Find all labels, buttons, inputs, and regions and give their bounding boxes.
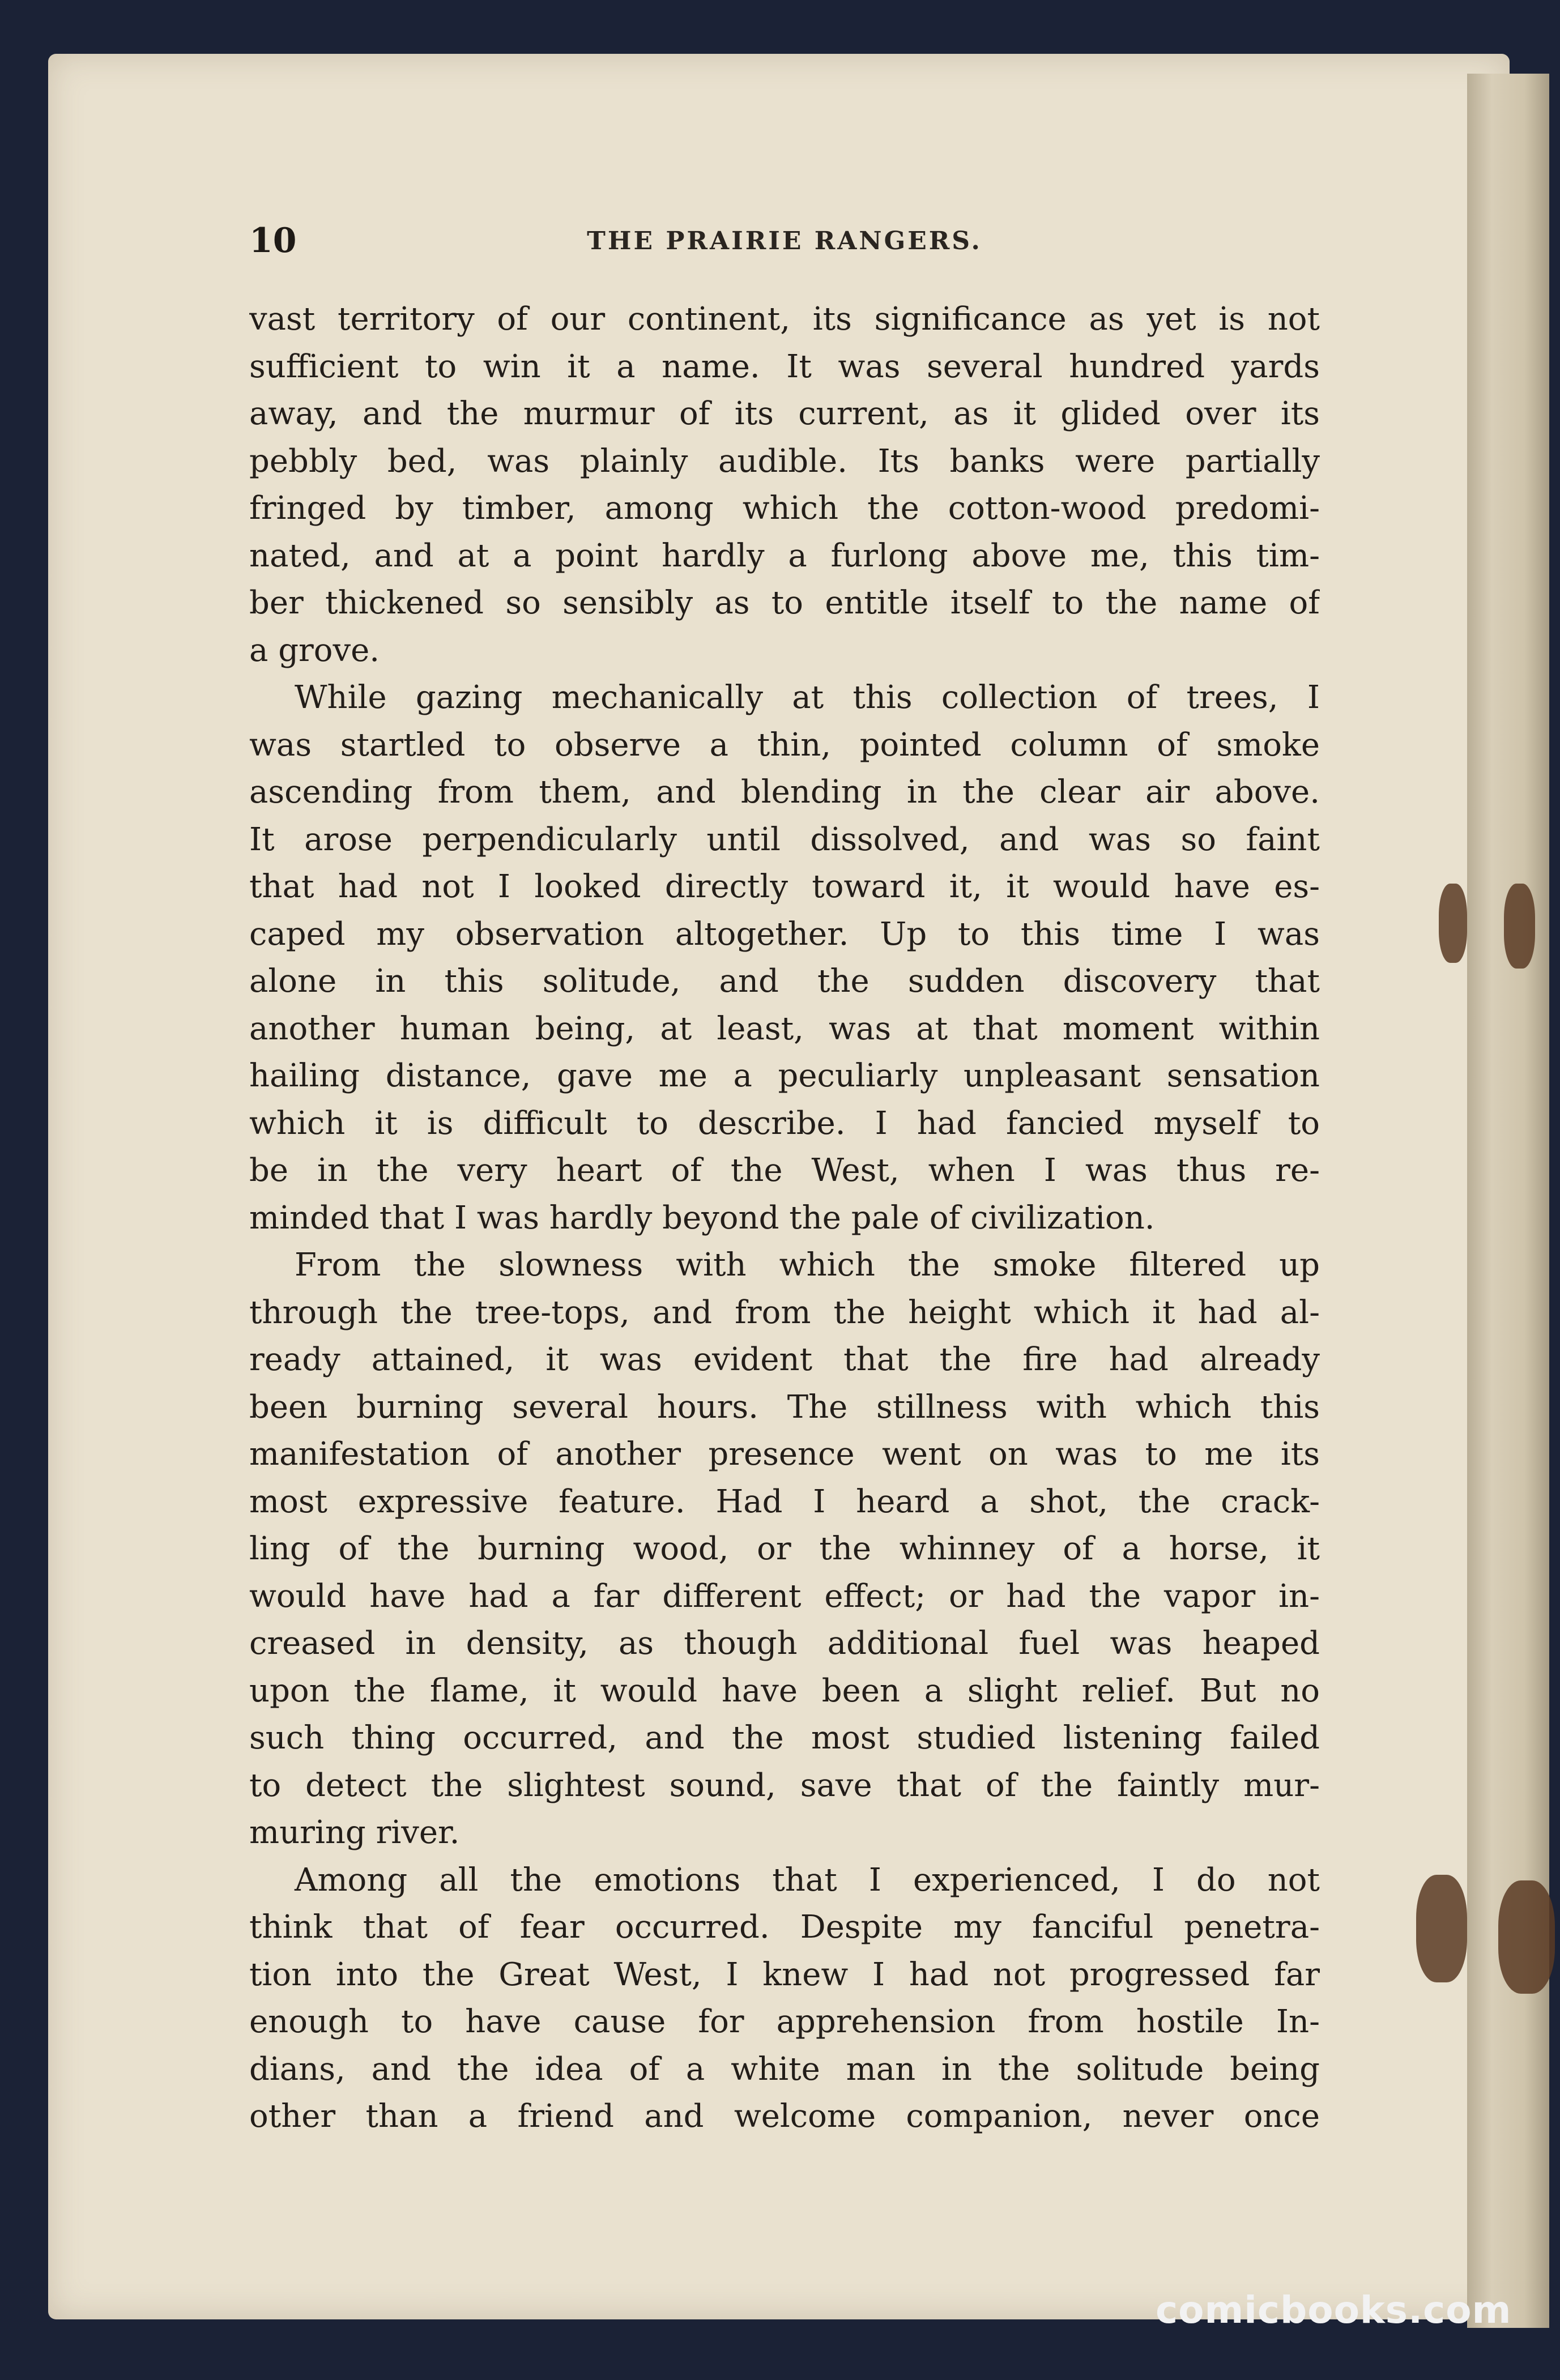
text-line: was startled to observe a thin, pointed column of smoke <box>249 726 1320 764</box>
text-line: caped my observation altogether. Up to this time I was <box>249 915 1320 953</box>
binding-stain <box>1439 884 1467 963</box>
text-line: minded that I was hardly beyond the pale of civilization. <box>249 1199 1155 1236</box>
text-line: through the tree-tops, and from the height which it had al- <box>249 1294 1320 1331</box>
text-line: which it is difficult to describe. I had fancied myself to <box>249 1104 1320 1142</box>
text-line: another human being, at least, was at that moment within <box>249 1010 1320 1047</box>
text-line: creased in density, as though additional fuel was heaped <box>249 1625 1320 1662</box>
text-line: Among all the emotions that I experienced, I do not <box>295 1861 1320 1899</box>
text-line: nated, and at a point hardly a furlong above me, this tim- <box>249 537 1320 574</box>
text-line: alone in this solitude, and the sudden discovery that <box>249 963 1320 1000</box>
body-text <box>249 296 1320 2140</box>
page-number: 10 <box>249 221 297 261</box>
text-line: to detect the slightest sound, save that of the faintly mur- <box>249 1767 1320 1804</box>
text-line: think that of fear occurred. Despite my fanciful penetra- <box>249 1909 1320 1946</box>
binding-stain <box>1504 884 1535 969</box>
running-head: THE PRAIRIE RANGERS. <box>587 227 982 255</box>
text-line: dians, and the idea of a white man in the solitude being <box>249 2050 1320 2088</box>
text-line: From the slowness with which the smoke filtered up <box>295 1247 1320 1283</box>
text-line: muring river. <box>249 1814 460 1851</box>
text-line: ready attained, it was evident that the fire had already <box>249 1341 1320 1378</box>
text-line: It arose perpendicularly until dissolved, and was so faint <box>249 821 1320 858</box>
text-line: ascending from them, and blending in the clear air above. <box>249 774 1320 811</box>
text-line: that had not I looked directly toward it, it would have es- <box>249 868 1320 905</box>
text-line: upon the flame, it would have been a slight relief. But no <box>249 1672 1320 1709</box>
text-line: ber thickened so sensibly as to entitle itself to the name of <box>249 585 1320 621</box>
binding-stain <box>1498 1880 1555 1994</box>
text-line: been burning several hours. The stillness with which this <box>249 1388 1320 1426</box>
text-line: other than a friend and welcome companion, never once <box>249 2098 1320 2135</box>
text-line: hailing distance, gave me a peculiarly unpleasant sensation <box>249 1057 1320 1094</box>
text-line: a grove. <box>249 632 380 669</box>
text-line: manifestation of another presence went on was to me its <box>249 1436 1320 1473</box>
text-line: pebbly bed, was plainly audible. Its banks were partially <box>249 442 1320 480</box>
text-line: vast territory of our continent, its significance as yet is not <box>249 301 1320 338</box>
text-line: tion into the Great West, I knew I had not progressed far <box>249 1956 1320 1993</box>
text-line: sufficient to win it a name. It was several hundred yards <box>249 348 1320 385</box>
binding-stain <box>1416 1875 1467 1982</box>
page-header <box>249 221 1320 272</box>
text-line: fringed by timber, among which the cotton-wood predomi- <box>249 490 1320 527</box>
text-line: be in the very heart of the West, when I was thus re- <box>249 1152 1320 1189</box>
text-line: would have had a far different effect; or had the vapor in- <box>249 1577 1320 1615</box>
text-line: away, and the murmur of its current, as it glided over its <box>249 395 1320 432</box>
text-line: While gazing mechanically at this collection of trees, I <box>295 679 1320 716</box>
text-line: most expressive feature. Had I heard a shot, the crack- <box>249 1483 1320 1520</box>
text-line: such thing occurred, and the most studied listening failed <box>249 1720 1320 1756</box>
watermark: comicbooks.com <box>1156 2288 1512 2332</box>
text-line: ling of the burning wood, or the whinney of a horse, it <box>249 1530 1320 1567</box>
text-line: enough to have cause for apprehension from hostile In- <box>249 2003 1320 2040</box>
